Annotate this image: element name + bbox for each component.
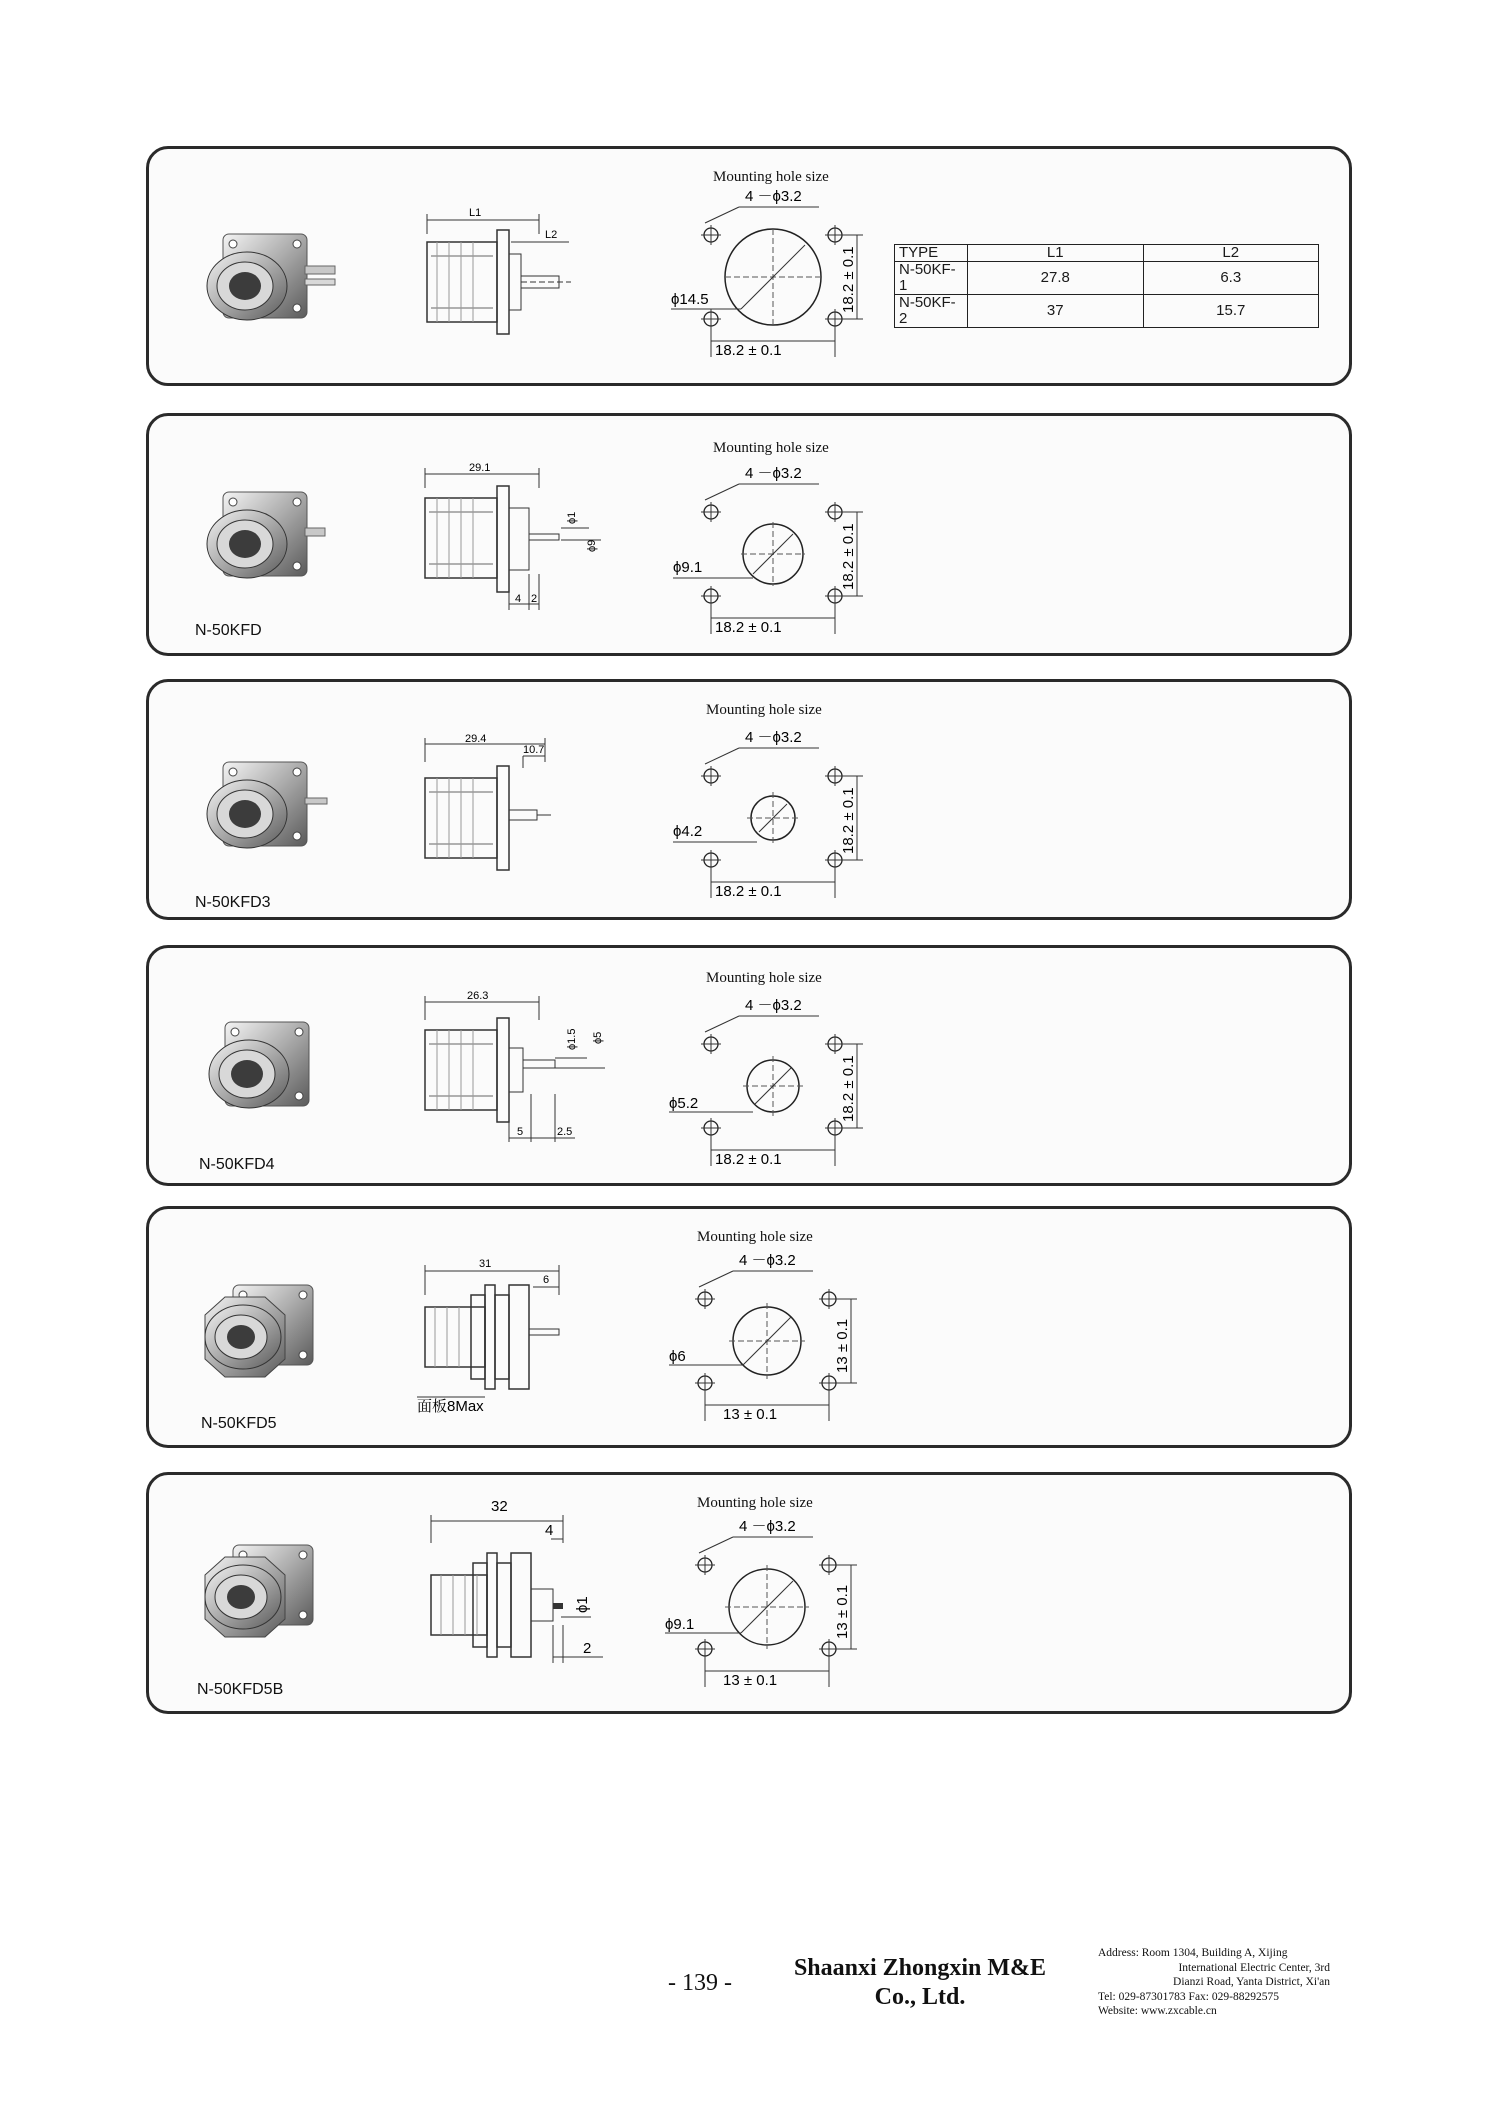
- vertical-spacing-label: 18.2 ± 0.1: [840, 787, 857, 854]
- mounting-hole-diagram: [669, 998, 869, 1173]
- website-line: Website: www.zxcable.cn: [1098, 2005, 1217, 2018]
- mounting-hole-diagram: [669, 730, 869, 905]
- mounting-hole-diagram: [669, 189, 869, 364]
- dim-length: 32: [491, 1498, 508, 1515]
- address-line: Dianzi Road, Yanta District, Xi'an: [1173, 1976, 1330, 1989]
- product-panel-n-50kfd: [146, 413, 1352, 656]
- connector-photo: [185, 1535, 335, 1665]
- dim-a: ϕ1.5: [566, 1028, 578, 1050]
- type-table: [894, 244, 1319, 328]
- table-header-l1: L1: [968, 245, 1144, 262]
- connector-photo: [187, 482, 327, 612]
- page-number: - 139 -: [668, 1970, 732, 1996]
- horizontal-spacing-label: 18.2 ± 0.1: [715, 619, 782, 636]
- dim-l2: L2: [545, 229, 558, 241]
- table-cell: N-50KF-2: [895, 295, 968, 328]
- dim-length: 31: [479, 1258, 492, 1270]
- table-cell: 27.8: [968, 262, 1144, 295]
- mounting-hole-diagram: [669, 466, 869, 641]
- dim-d: 2: [583, 1640, 592, 1657]
- company-address: [1098, 1946, 1330, 2019]
- dim-length: 26.3: [467, 990, 489, 1002]
- side-view-drawing: [411, 1495, 611, 1670]
- panel-title: Mounting hole size: [697, 1229, 813, 1245]
- dim-c: 5: [517, 1126, 524, 1138]
- table-header-type: TYPE: [895, 245, 968, 262]
- panel-title: Mounting hole size: [713, 169, 829, 185]
- hole-count-label: 4 －ϕ3.2: [745, 188, 802, 205]
- vertical-spacing-label: 18.2 ± 0.1: [840, 523, 857, 590]
- dim-d: 2.5: [557, 1126, 573, 1138]
- hole-diameter-label: ϕ5.2: [669, 1095, 699, 1112]
- panel-thickness-note: 面板8Max: [417, 1398, 484, 1415]
- table-header-l2: L2: [1143, 245, 1319, 262]
- hole-count-label: 4 －ϕ3.2: [739, 1518, 796, 1535]
- dim-length: 29.1: [469, 462, 491, 474]
- panel-title: Mounting hole size: [713, 440, 829, 456]
- dim-b: 4: [545, 1522, 554, 1539]
- company-name-line1: Shaanxi Zhongxin M&E: [793, 1955, 1047, 1981]
- product-panel-n-50kfd5b: [146, 1472, 1352, 1714]
- panel-title: Mounting hole size: [706, 970, 822, 986]
- table-cell: 6.3: [1143, 262, 1319, 295]
- product-label: N-50KFD5: [201, 1415, 277, 1432]
- horizontal-spacing-label: 13 ± 0.1: [723, 1672, 778, 1689]
- table-cell: N-50KF-1: [895, 262, 968, 295]
- connector-photo: [187, 752, 327, 882]
- panel-title: Mounting hole size: [697, 1495, 813, 1511]
- hole-diameter-label: ϕ4.2: [673, 823, 703, 840]
- dim-b: ϕ9: [586, 539, 598, 552]
- product-label: N-50KFD4: [199, 1156, 275, 1173]
- mounting-hole-diagram: [663, 1519, 863, 1694]
- hole-count-label: 4 －ϕ3.2: [745, 729, 802, 746]
- side-view-drawing: [411, 1255, 611, 1425]
- contact-line: Tel: 029-87301783 Fax: 029-88292575: [1098, 1990, 1279, 2003]
- hole-count-label: 4 －ϕ3.2: [745, 465, 802, 482]
- product-panel-n-50kfd4: [146, 945, 1352, 1186]
- dim-c: 4: [515, 593, 522, 605]
- hole-count-label: 4 －ϕ3.2: [745, 997, 802, 1014]
- hole-count-label: 4 －ϕ3.2: [739, 1252, 796, 1269]
- dim-a: ϕ1: [566, 511, 578, 524]
- hole-diameter-label: ϕ9.1: [673, 559, 703, 576]
- dim-d: 2: [531, 593, 538, 605]
- dim-a: ϕ1: [574, 1596, 591, 1613]
- horizontal-spacing-label: 13 ± 0.1: [723, 1406, 778, 1423]
- panel-title: Mounting hole size: [706, 702, 822, 718]
- product-panel-n-50kfd3: [146, 679, 1352, 920]
- table-cell: 15.7: [1143, 295, 1319, 328]
- dim-b: 6: [543, 1274, 550, 1286]
- product-panel-n-50kfd5: [146, 1206, 1352, 1448]
- hole-diameter-label: ϕ9.1: [665, 1616, 695, 1633]
- mounting-hole-diagram: [663, 1253, 863, 1428]
- vertical-spacing-label: 13 ± 0.1: [834, 1318, 851, 1373]
- horizontal-spacing-label: 18.2 ± 0.1: [715, 1151, 782, 1168]
- table-row: [895, 262, 1319, 295]
- horizontal-spacing-label: 18.2 ± 0.1: [715, 883, 782, 900]
- table-header-row: [895, 245, 1319, 262]
- company-name: [775, 1954, 1065, 2012]
- table-cell: 37: [968, 295, 1144, 328]
- dim-b: ϕ5: [592, 1031, 604, 1044]
- side-view-drawing: [411, 733, 611, 888]
- address-line: International Electric Center, 3rd: [1178, 1961, 1330, 1974]
- connector-photo: [189, 1012, 329, 1142]
- connector-photo: [187, 224, 327, 354]
- hole-diameter-label: ϕ6: [669, 1348, 686, 1365]
- dim-b: 10.7: [523, 744, 545, 756]
- address-line: Address: Room 1304, Building A, Xijing: [1098, 1947, 1288, 1959]
- connector-photo: [185, 1275, 335, 1405]
- product-label: N-50KFD: [195, 622, 262, 639]
- vertical-spacing-label: 18.2 ± 0.1: [840, 1055, 857, 1122]
- vertical-spacing-label: 18.2 ± 0.1: [840, 246, 857, 313]
- product-panel-n-50kf: [146, 146, 1352, 386]
- product-label: N-50KFD3: [195, 894, 271, 911]
- vertical-spacing-label: 13 ± 0.1: [834, 1584, 851, 1639]
- dim-length: 29.4: [465, 733, 487, 745]
- side-view-drawing: [411, 464, 611, 619]
- company-name-line2: Co., Ltd.: [874, 1984, 966, 2010]
- product-label: N-50KFD5B: [197, 1681, 284, 1698]
- hole-diameter-label: ϕ14.5: [671, 291, 709, 308]
- dim-l1: L1: [469, 207, 482, 219]
- side-view-drawing: [411, 990, 611, 1154]
- table-row: [895, 295, 1319, 328]
- horizontal-spacing-label: 18.2 ± 0.1: [715, 342, 782, 359]
- side-view-drawing: [409, 204, 609, 354]
